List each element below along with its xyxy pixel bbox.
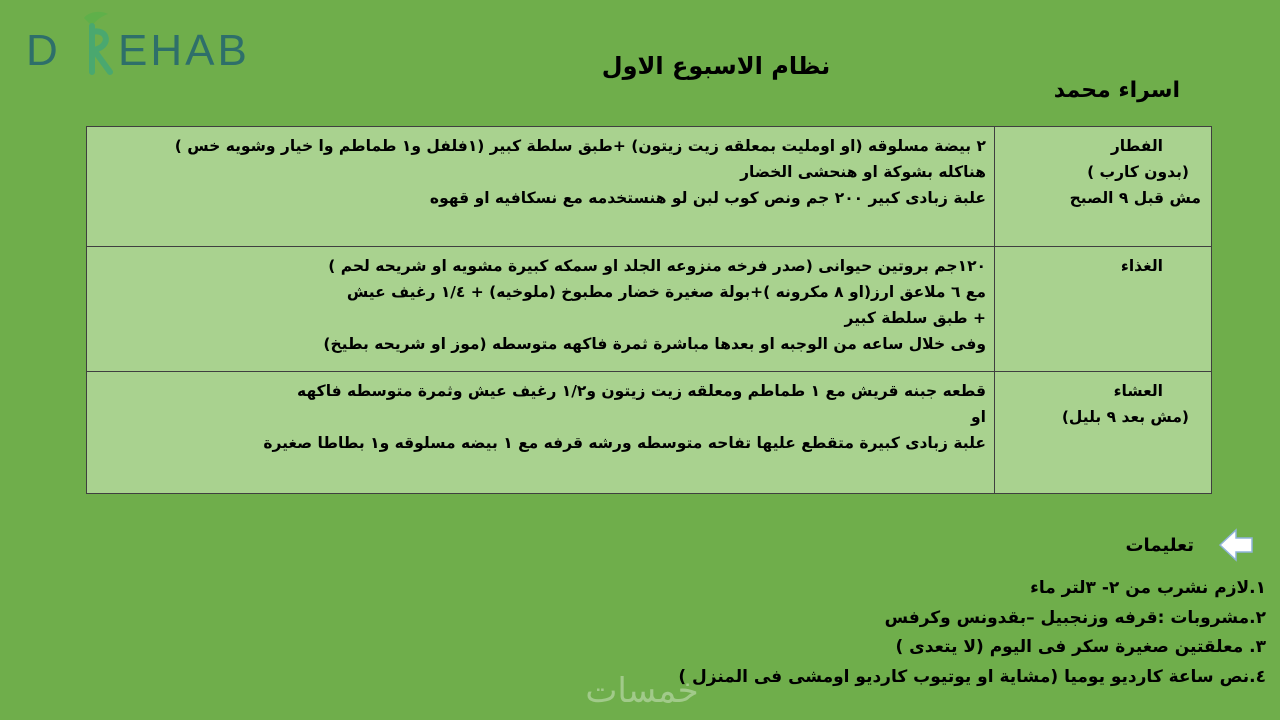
table-row-breakfast: [87, 127, 1212, 247]
instructions-header: [1125, 528, 1254, 562]
left-arrow-icon: [1218, 528, 1254, 562]
meal-description-line: قطعه جبنه قريش مع ١ طماطم ومعلقه زيت زيتون و١/٢ رغيف عيش وثمرة متوسطه فاكهه: [297, 382, 986, 400]
meal-label-cell: [995, 372, 1212, 494]
meal-description-line: ١٢٠جم بروتين حيوانى (صدر فرخه منزوعه الجلد او سمكه كبيرة مشويه او شريحه لحم ): [328, 257, 986, 275]
meal-description-cell: [87, 127, 995, 247]
meal-description-line: وفى خلال ساعه من الوجبه او بعدها مباشرة ثمرة فاكهه متوسطه (موز او شريحه بطيخ): [323, 335, 986, 353]
meal-label-cell: [995, 247, 1212, 372]
person-name: اسراء محمد: [1053, 78, 1180, 103]
instruction-item: ٢.مشروبات :قرفه وزنجبيل –بقدونس وكرفس: [884, 607, 1266, 628]
instruction-item: ٤.نص ساعة كارديو يوميا (مشاية او يوتيوب كارديو اومشى فى المنزل ): [678, 666, 1266, 687]
meal-label-line: (بدون كارب ): [1087, 163, 1189, 181]
meal-description-cell: [87, 372, 995, 494]
table-row-dinner: [87, 372, 1212, 494]
watermark-text: خمسات: [585, 671, 699, 711]
meal-label-line: الفطار: [1110, 137, 1163, 155]
page-title: [0, 52, 1280, 80]
logo-letters-ehab: EHAB: [118, 26, 250, 75]
meal-plan-table: [86, 126, 1212, 494]
meal-description-line: علبة زبادى كبيرة متقطع عليها تفاحه متوسطه ورشه قرفه مع ١ بيضه مسلوقه و١ بطاطا صغيرة: [263, 434, 986, 452]
meal-label-line: (مش بعد ٩ بليل): [1061, 408, 1189, 426]
meal-label-line: مش قبل ٩ الصبح: [1069, 189, 1201, 207]
meal-description-line: ٢ بيضة مسلوقه (او اومليت بمعلقه زيت زيتون) +طبق سلطة كبير (١فلفل و١ طماطم وا خيار وشويه خس ): [174, 137, 986, 155]
meal-label-cell: [995, 127, 1212, 247]
page-title-text: نظام الاسبوع الاول: [601, 52, 831, 80]
instructions-list: [678, 574, 1266, 692]
meal-description-line: مع ٦ ملاعق ارز(او ٨ مكرونه )+بولة صغيرة خضار مطبوخ (ملوخيه) + ١/٤ رغيف عيش: [346, 283, 986, 301]
table-row-lunch: [87, 247, 1212, 372]
logo-letter-d: D: [26, 26, 61, 75]
meal-description-line: + طبق سلطة كبير: [844, 309, 986, 327]
instructions-title: تعليمات: [1125, 534, 1194, 556]
instruction-item: ١.لازم نشرب من ٢- ٣لتر ماء: [1030, 578, 1266, 598]
meal-label-line: العشاء: [1113, 382, 1163, 400]
meal-description-line: علبة زبادى كبير ٢٠٠ جم ونص كوب لبن لو هنستخدمه مع نسكافيه او قهوه: [429, 189, 986, 207]
khamsat-watermark-logo: [562, 668, 722, 712]
instruction-item: ٣. معلقتين صغيرة سكر فى اليوم (لا يتعدى ): [895, 637, 1266, 657]
meal-label-line: الغذاء: [1120, 257, 1163, 275]
meal-description-line: او: [971, 408, 986, 426]
meal-description-cell: [87, 247, 995, 372]
meal-description-line: هناكله بشوكة او هنحشى الخضار: [740, 163, 986, 181]
